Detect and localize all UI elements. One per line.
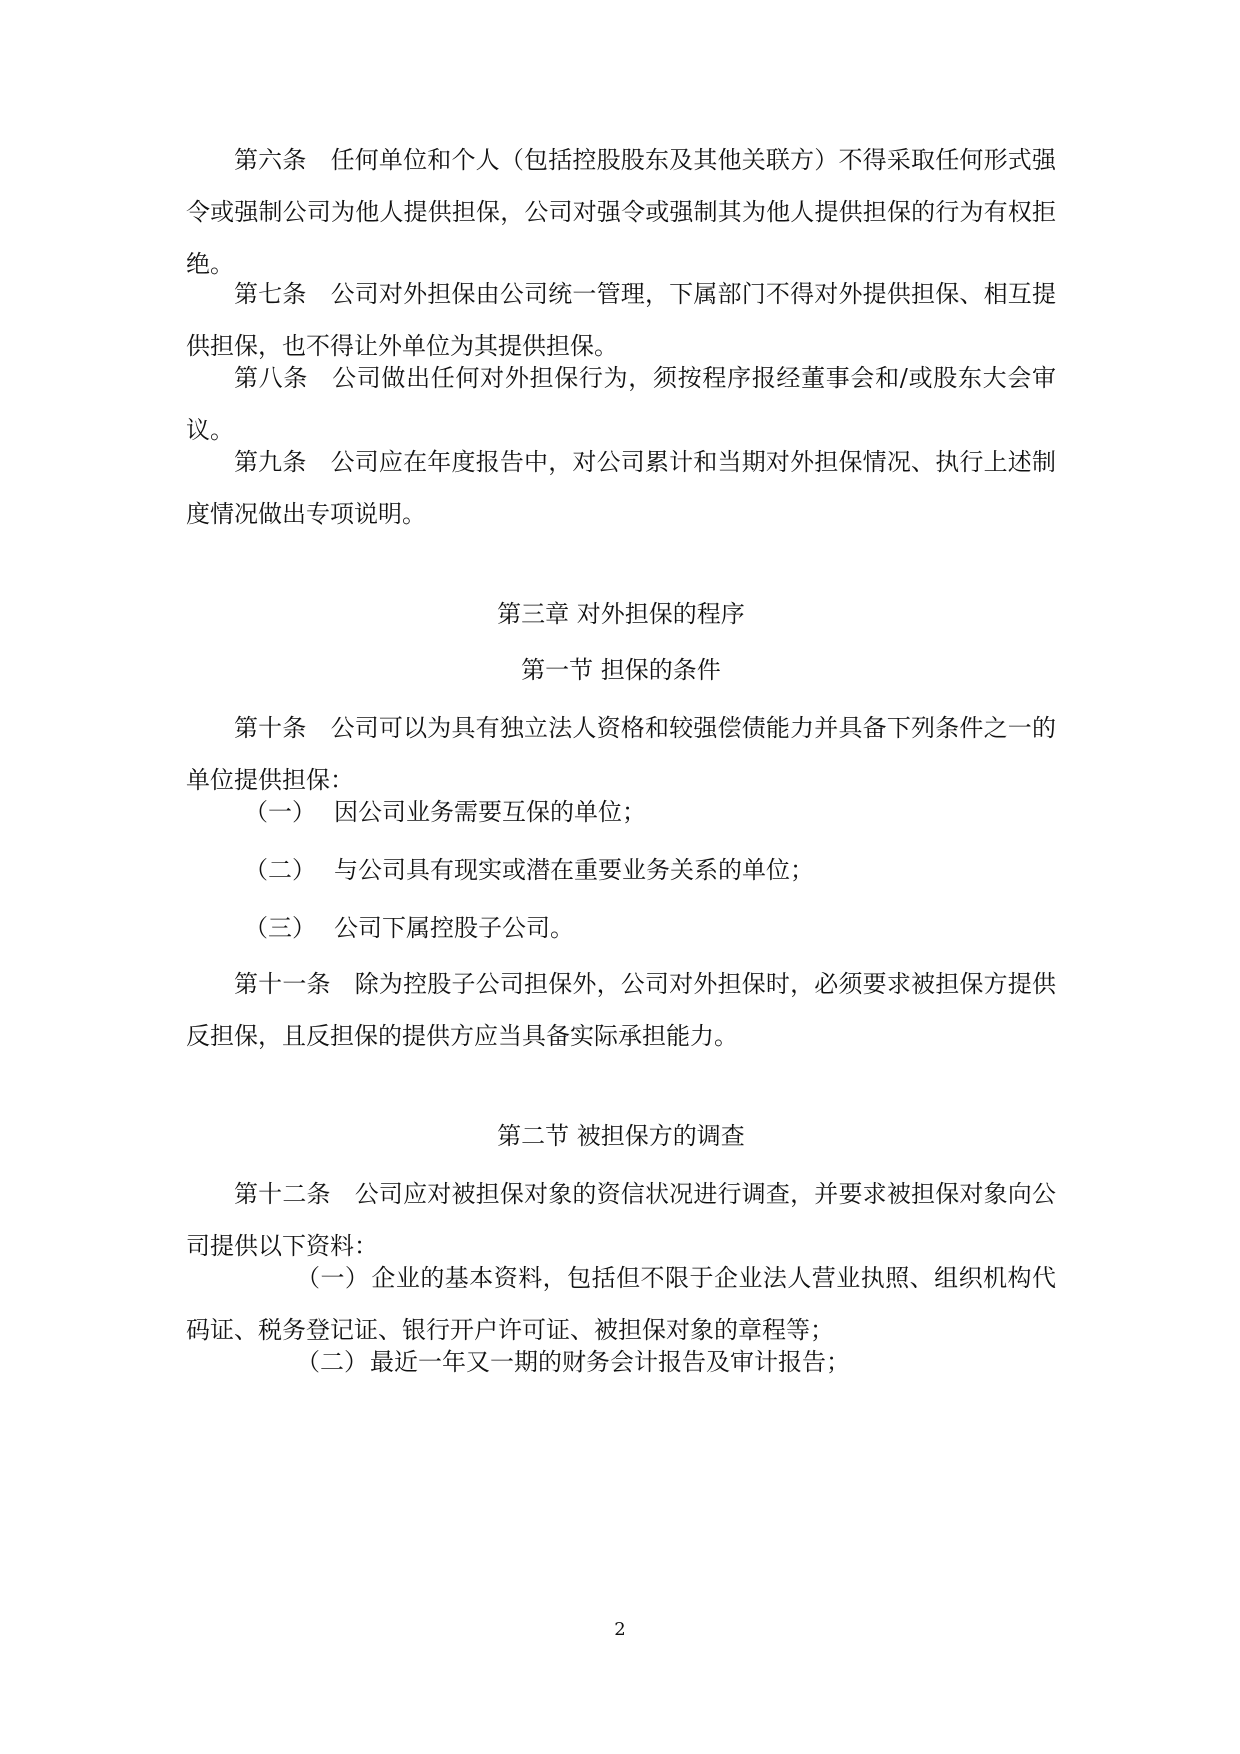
article-text: 公司对外担保由公司统一管理，下属部门不得对外提供担保、相互提供担保，也不得让外单位为其提供担保。 [186,280,1056,360]
article-text: 除为控股子公司担保外，公司对外担保时，必须要求被担保方提供反担保，且反担保的提供方应当具备实际承担能力。 [186,970,1056,1050]
page-number: 2 [614,1619,626,1640]
article-10 [186,702,1056,806]
item-number: （一） [244,798,316,826]
section-heading-1: 第一节 担保的条件 [521,656,721,684]
article-text: 公司可以为具有独立法人资格和较强偿债能力并具备下列条件之一的单位提供担保： [186,714,1056,794]
article-label: 第六条 [234,146,307,174]
condition-item [244,792,1054,832]
material-item [186,1336,1056,1388]
item-text: 企业的基本资料，包括但不限于企业法人营业执照、组织机构代码证、税务登记证、银行开户许可证、被担保对象的章程等； [186,1264,1057,1344]
article-label: 第九条 [234,448,307,476]
item-number: （二） [244,856,316,884]
article-6 [186,134,1056,290]
article-9 [186,436,1056,540]
item-text: 最近一年又一期的财务会计报告及审计报告； [370,1348,850,1376]
condition-item [244,908,1054,948]
article-text: 公司应对被担保对象的资信状况进行调查，并要求被担保对象向公司提供以下资料： [186,1180,1056,1260]
chapter-heading: 第三章 对外担保的程序 [497,600,745,628]
article-text: 公司做出任何对外担保行为，须按程序报经董事会和/或股东大会审议。 [186,364,1056,444]
article-label: 第七条 [234,280,307,308]
article-label: 第八条 [234,364,309,392]
article-11 [186,958,1056,1062]
item-text: 公司下属控股子公司。 [334,914,574,942]
item-number: （一） [296,1264,370,1292]
article-label: 第十条 [234,714,307,742]
article-text: 公司应在年度报告中，对公司累计和当期对外担保情况、执行上述制度情况做出专项说明。 [186,448,1056,528]
item-text: 与公司具有现实或潜在重要业务关系的单位； [334,856,814,884]
item-text: 因公司业务需要互保的单位； [334,798,646,826]
condition-item [244,850,1054,890]
article-label: 第十二条 [234,1180,331,1208]
article-label: 第十一条 [234,970,331,998]
article-text: 任何单位和个人（包括控股股东及其他关联方）不得采取任何形式强令或强制公司为他人提供担保，公司对强令或强制其为他人提供担保的行为有权拒绝。 [186,146,1056,278]
item-number: （二） [296,1348,368,1376]
section-heading-2: 第二节 被担保方的调查 [497,1122,745,1150]
item-number: （三） [244,914,316,942]
